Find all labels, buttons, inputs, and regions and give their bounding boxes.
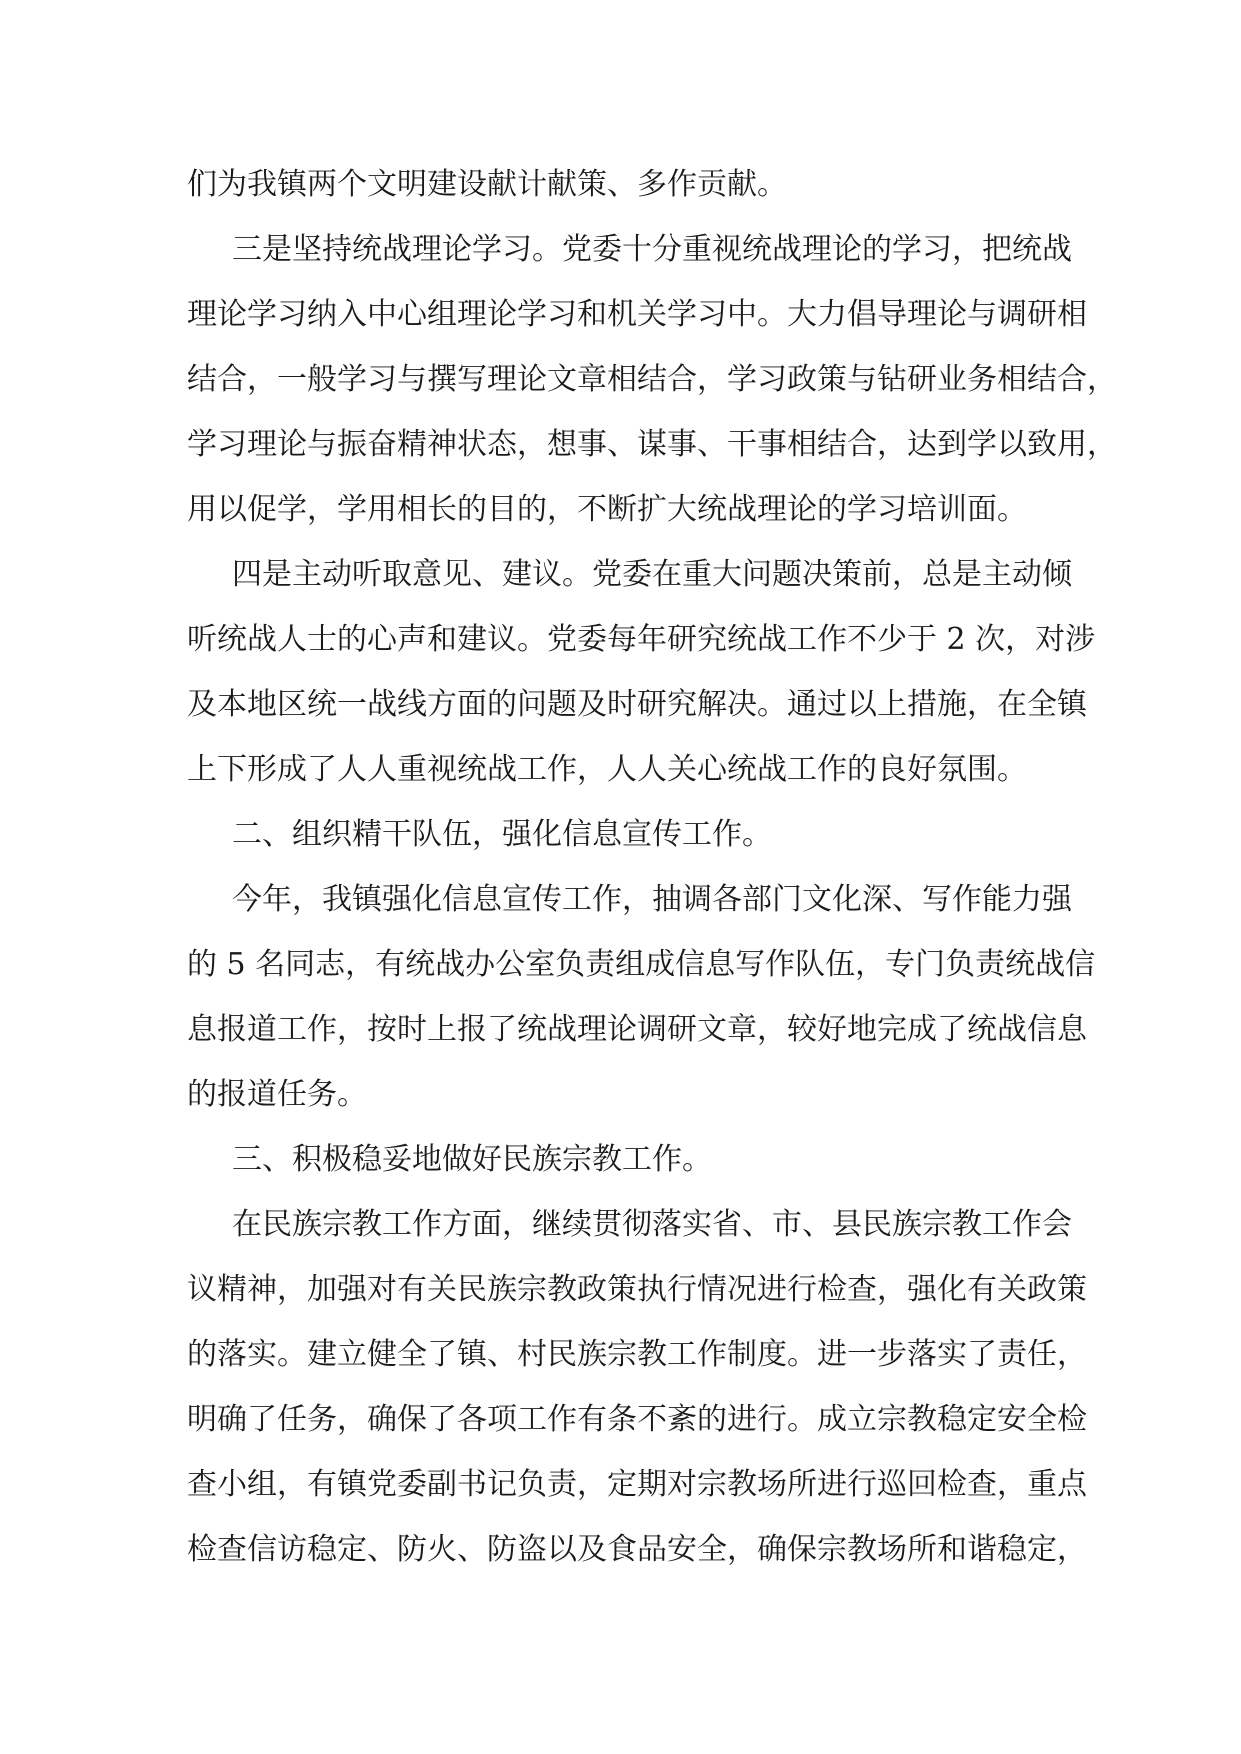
paragraph-line: 学习理论与振奋精神状态，想事、谋事、干事相结合，达到学以致用， [187,427,1117,462]
paragraph-line: 明确了任务，确保了各项工作有条不紊的进行。成立宗教稳定安全检 [187,1402,1087,1437]
paragraph-line: 在民族宗教工作方面，继续贯彻落实省、市、县民族宗教工作会 [232,1207,1072,1242]
paragraph-line: 听统战人士的心声和建议。党委每年研究统战工作不少于 2 次，对涉 [187,622,1096,657]
paragraph-line: 上下形成了人人重视统战工作，人人关心统战工作的良好氛围。 [187,752,1027,787]
paragraph-line: 的报道任务。 [187,1077,367,1112]
section-heading: 三、积极稳妥地做好民族宗教工作。 [232,1142,712,1177]
document-body [187,152,1117,1582]
paragraph-line: 息报道工作，按时上报了统战理论调研文章，较好地完成了统战信息 [187,1012,1087,1047]
paragraph-line: 用以促学，学用相长的目的，不断扩大统战理论的学习培训面。 [187,492,1027,527]
paragraph-line: 议精神，加强对有关民族宗教政策执行情况进行检查，强化有关政策 [187,1272,1087,1307]
paragraph-line: 理论学习纳入中心组理论学习和机关学习中。大力倡导理论与调研相 [187,297,1087,332]
paragraph-line: 及本地区统一战线方面的问题及时研究解决。通过以上措施，在全镇 [187,687,1087,722]
paragraph-line: 四是主动听取意见、建议。党委在重大问题决策前，总是主动倾 [232,557,1072,592]
section-heading: 二、组织精干队伍，强化信息宣传工作。 [232,817,772,852]
paragraph-line: 结合，一般学习与撰写理论文章相结合，学习政策与钻研业务相结合， [187,362,1117,397]
paragraph-line: 今年，我镇强化信息宣传工作，抽调各部门文化深、写作能力强 [232,882,1072,917]
paragraph-line: 三是坚持统战理论学习。党委十分重视统战理论的学习，把统战 [232,232,1072,267]
paragraph-line: 的落实。建立健全了镇、村民族宗教工作制度。进一步落实了责任， [187,1337,1087,1372]
paragraph-line: 查小组，有镇党委副书记负责，定期对宗教场所进行巡回检查，重点 [187,1467,1087,1502]
paragraph-line: 的 5 名同志，有统战办公室负责组成信息写作队伍，专门负责统战信 [187,947,1096,982]
paragraph-line: 们为我镇两个文明建设献计献策、多作贡献。 [187,167,787,202]
paragraph-line: 检查信访稳定、防火、防盗以及食品安全，确保宗教场所和谐稳定， [187,1532,1087,1567]
